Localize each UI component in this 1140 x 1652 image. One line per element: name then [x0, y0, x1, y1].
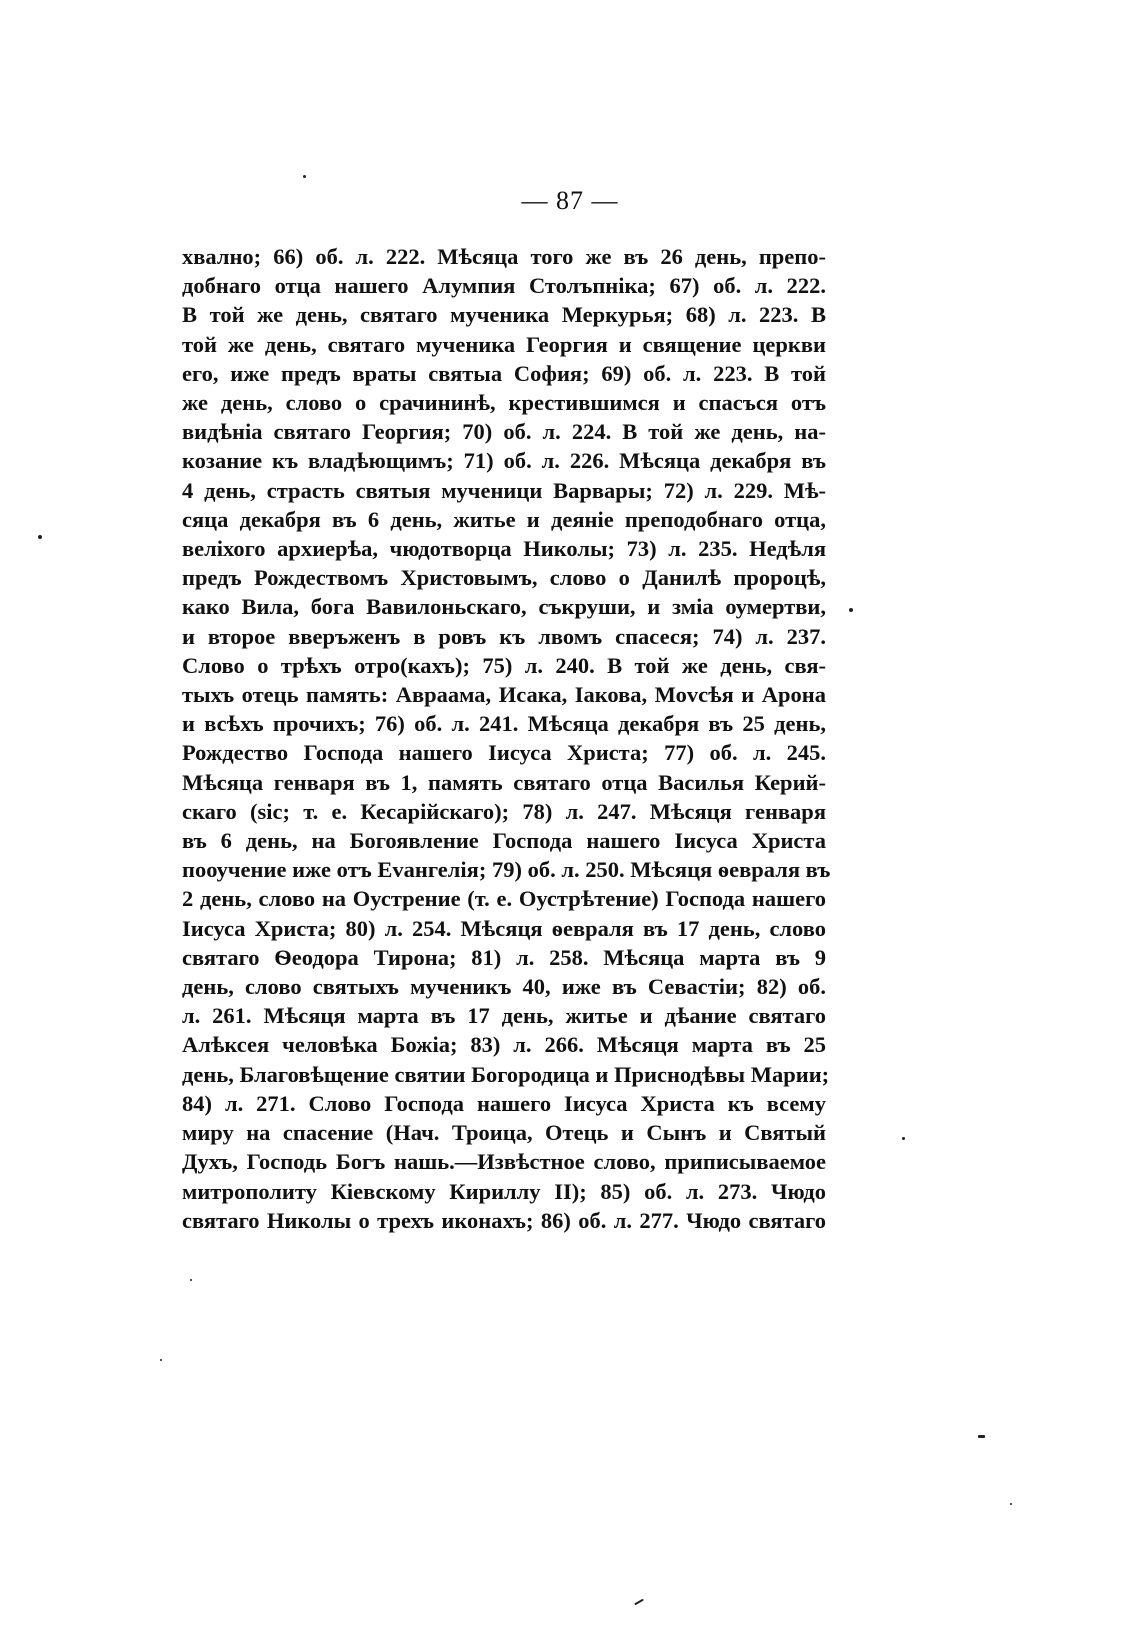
scan-speck — [160, 1359, 162, 1361]
text-line: сяца декабря въ 6 день, житье и деяніе преподобнаго отца, — [182, 506, 826, 532]
text-line: скаго (sic; т. е. Кесарійскаго); 78) л. 247. Мѣсяця генваря — [182, 798, 826, 824]
text-line: святаго Ѳеодора Тирона; 81) л. 258. Мѣсяца марта въ 9 — [182, 944, 826, 970]
text-line: тыхъ отець память: Авраама, Исака, Іакова, Моvсѣя и Арона — [182, 682, 826, 708]
scan-speck — [303, 175, 306, 178]
text-line: л. 261. Мѣсяця марта въ 17 день, житье и дѣание святаго — [182, 1003, 826, 1029]
scan-speck — [902, 1137, 905, 1140]
text-line: же день, слово о срачининѣ, крестившимся и спасъся отъ — [182, 390, 826, 416]
text-line: Рождество Господа нашего Іисуса Христа; 77) об. л. 245. — [182, 740, 826, 766]
text-line: веліхого архиерѣа, чюдотворца Николы; 73) л. 235. Недѣля — [182, 536, 826, 562]
text-line: како Вила, бога Вавилоньскаго, съкруши, и змiа оумертви, — [182, 594, 826, 620]
text-line: святаго Николы о трехъ иконахъ; 86) об. л. 277. Чюдо святаго — [182, 1207, 826, 1233]
text-line: хвално; 66) об. л. 222. Мѣсяца того же въ 26 день, препо- — [182, 244, 826, 269]
scan-speck — [849, 608, 853, 612]
text-line: день, слово святыхъ мученикъ 40, иже въ Севастіи; 82) об. — [182, 974, 826, 1000]
text-line: Духъ, Господь Богъ нашь.—Извѣстное слово, приписываемое — [182, 1149, 826, 1175]
text-line: В той же день, святаго мученика Меркурья; 68) л. 223. В — [182, 302, 826, 328]
text-line: видѣнiа святаго Георгия; 70) об. л. 224. В той же день, на- — [182, 419, 826, 445]
scan-speck — [634, 1599, 644, 1606]
text-line: предъ Рождествомъ Христовымъ, слово о Данилѣ пророцѣ, — [182, 565, 826, 591]
text-line: той же день, святаго мученика Георгия и священие церкви — [182, 331, 826, 357]
text-line: козание къ владѣющимъ; 71) об. л. 226. Мѣсяца декабря въ — [182, 448, 826, 474]
text-line: пооучение иже отъ Еvангелія; 79) об. л. 250. Мѣсяця ѳевраля въ — [182, 857, 831, 883]
text-line: Іисуса Христа; 80) л. 254. Мѣсяця ѳевраля въ 17 день, слово — [182, 915, 826, 941]
page-number: — 87 — — [521, 186, 619, 215]
text-line: Алѣксея человѣка Божіа; 83) л. 266. Мѣсяця марта въ 25 — [182, 1032, 826, 1058]
text-line: и второе вверъженъ в ровъ къ лвомъ спасеся; 74) л. 237. — [182, 623, 826, 649]
text-line: день, Благовѣщение святии Богородица и Приснодѣвы Марии; — [182, 1061, 830, 1087]
text-line: Слово о трѣхъ отро(кахъ); 75) л. 240. В той же день, свя- — [182, 652, 826, 678]
scan-speck — [38, 535, 42, 539]
text-line: митрополиту Кіевскому Кириллу II); 85) об. л. 273. Чюдо — [182, 1178, 826, 1204]
scan-speck — [1010, 1503, 1012, 1505]
text-line: 84) л. 271. Слово Господа нашего Іисуса Христа къ всему — [182, 1090, 826, 1116]
body-text — [182, 242, 831, 1235]
text-line: въ 6 день, на Богоявление Господа нашего Іисуса Христа — [182, 828, 826, 854]
text-line: добнаго отца нашего Алумпия Столъпніка; 67) об. л. 222. — [182, 273, 826, 299]
text-line: его, иже предъ враты святыа София; 69) об. л. 223. В той — [182, 360, 826, 386]
text-line: 2 день, слово на Оустрение (т. е. Оустрѣтение) Господа нашего — [182, 886, 826, 912]
text-line: Мѣсяца генваря въ 1, память святаго отца Василья Керий- — [182, 769, 826, 795]
text-line: миру на спасение (Нач. Троица, Отець и Сынъ и Святый — [182, 1120, 826, 1146]
text-line: 4 день, страсть святыя мученици Варвары; 72) л. 229. Мѣ- — [182, 477, 826, 503]
scan-speck — [190, 1279, 192, 1281]
scan-speck — [978, 1435, 985, 1438]
text-line: и всѣхъ прочихъ; 76) об. л. 241. Мѣсяца декабря въ 25 день, — [182, 711, 826, 737]
